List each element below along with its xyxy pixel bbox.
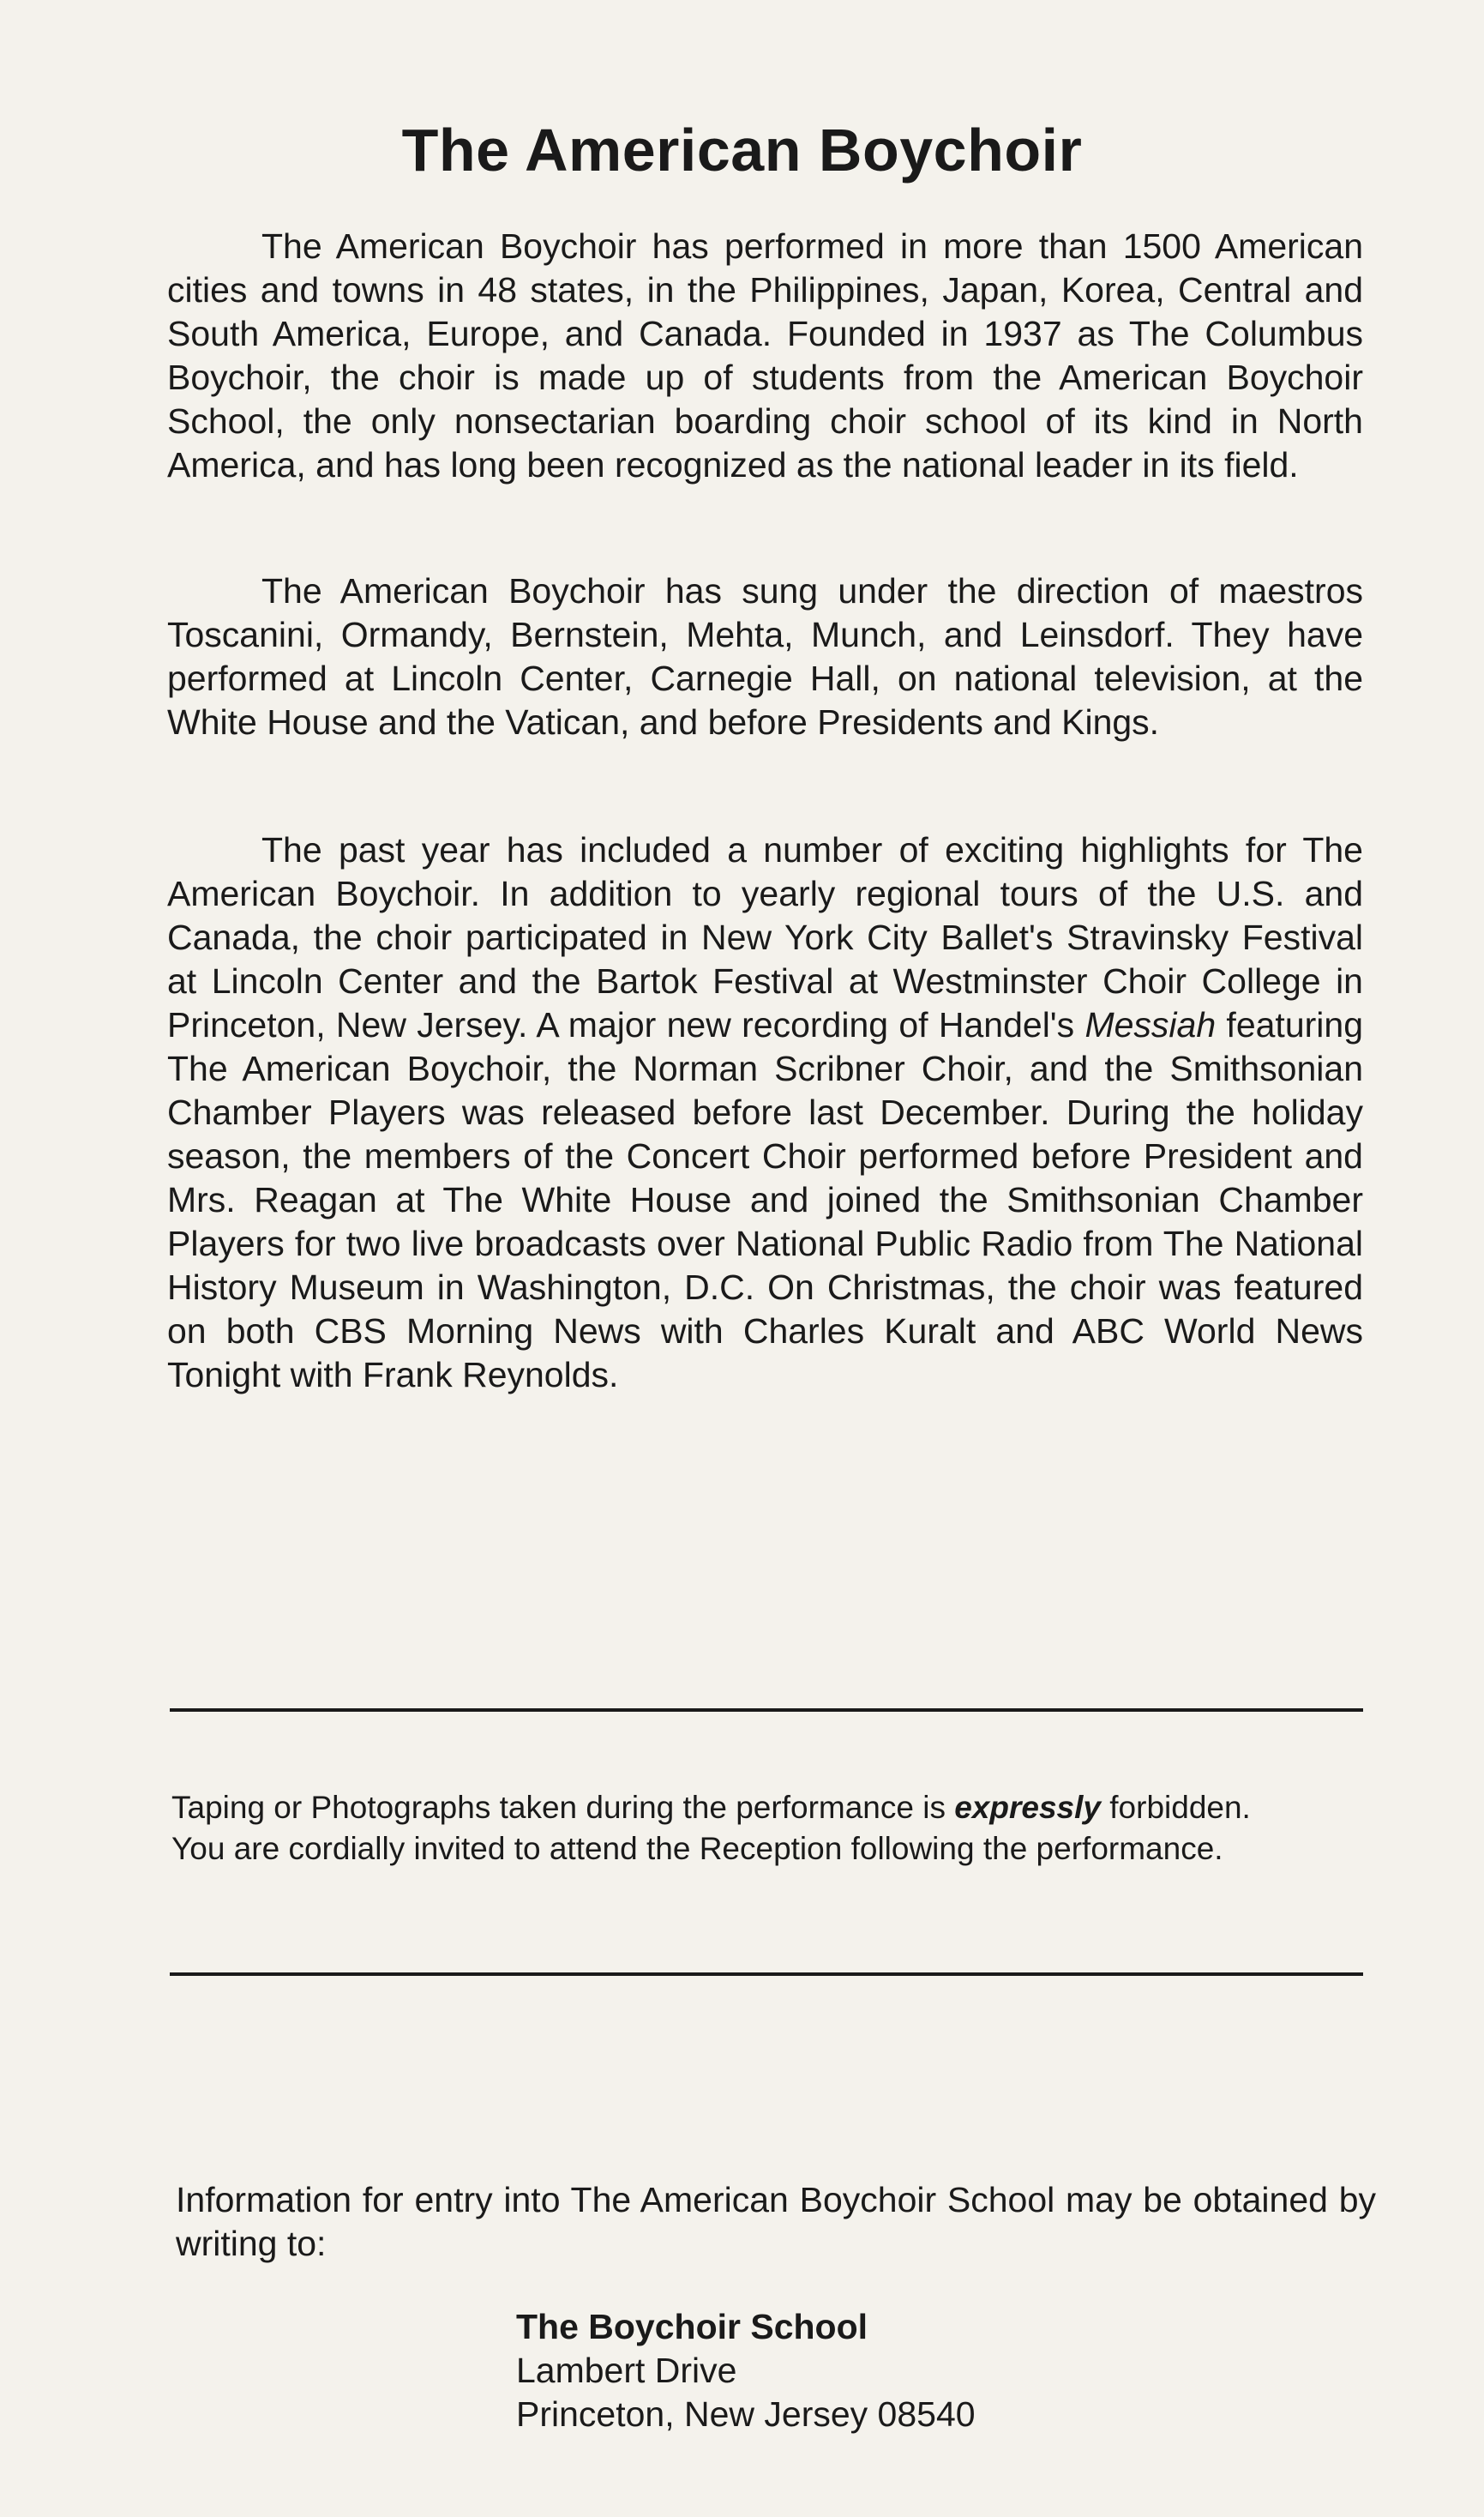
paragraph-maestros — [167, 569, 1363, 744]
school-address — [516, 2305, 976, 2436]
entry-information: Information for entry into The American Boychoir School may be obtained by writing to: — [176, 2180, 1376, 2263]
paragraph-highlights-text-start: The past year has included a number of exciting highlights for The American Boychoir. In addition to yearly regional tours of the U.S. and Canada, the choir participated in New York City Ballet's Stravinsky Festival at Lincoln Center and the Bartok Festival at Westminster Choir College in Princeton, New Jersey. A major new recording of Handel's — [167, 830, 1363, 1045]
paragraph-performances-text: The American Boychoir has performed in more than 1500 American cities and towns in 48 states, in the Philippines, Japan, Korea, Central and South America, Europe, and Canada. Founded in 1937 as The Columbus Boychoir, the choir is made up of students from the American Boychoir School, the only nonsectarian boarding choir school of its kind in North America, and has long been recognized as the national leader in its field. — [167, 226, 1363, 485]
taping-notice-end: forbidden. — [1100, 1790, 1251, 1825]
reception-notice: You are cordially invited to attend the Reception following the performance. — [171, 1831, 1223, 1866]
paragraph-maestros-text: The American Boychoir has sung under the direction of maestros Toscanini, Ormandy, Bernstein, Mehta, Munch, and Leinsdorf. They have performed at Lincoln Center, Carnegie Hall, on national television, at the White House and the Vatican, and before Presidents and Kings. — [167, 571, 1363, 742]
messiah-title: Messiah — [1084, 1005, 1217, 1045]
paragraph-highlights — [167, 828, 1363, 1397]
school-city: Princeton, New Jersey 08540 — [516, 2394, 976, 2434]
taping-notice — [171, 1787, 1372, 1828]
school-street: Lambert Drive — [516, 2351, 737, 2390]
paragraph-highlights-text-end: featuring The American Boychoir, the Norman Scribner Choir, and the Smithsonian Chamber Players was released before last December. During the holiday season, the members of the Concert Choir performed before President and Mrs. Reagan at The White House and joined the Smithsonian Chamber Players for two live broadcasts over National Public Radio from The National History Museum in Washington, D.C. On Christmas, the choir was featured on both CBS Morning News with Charles Kuralt and ABC World News Tonight with Frank Reynolds. — [167, 1005, 1363, 1394]
divider-bottom — [170, 1972, 1363, 1976]
page-title: The American Boychoir — [401, 117, 1083, 184]
expressly-emphasis: expressly — [954, 1790, 1101, 1825]
school-name: The Boychoir School — [516, 2307, 868, 2346]
paragraph-performances — [167, 225, 1363, 487]
taping-notice-start: Taping or Photographs taken during the performance is — [171, 1790, 955, 1825]
divider-top — [170, 1708, 1363, 1712]
